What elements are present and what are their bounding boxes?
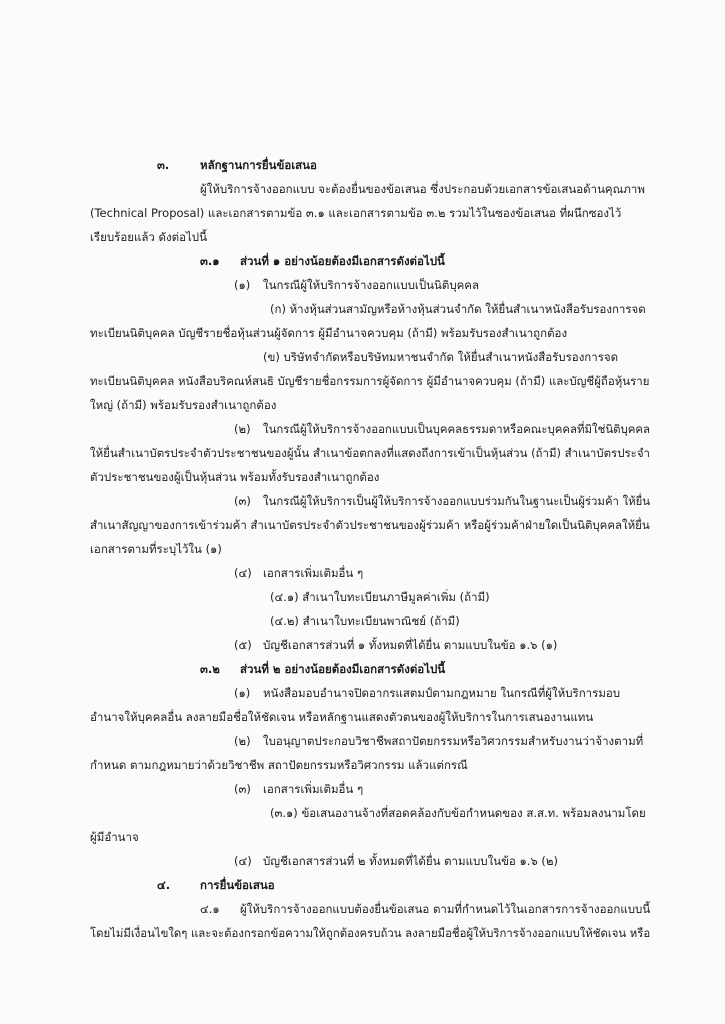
part2-item-3-text: เอกสารเพิ่มเติมอื่น ๆ — [263, 782, 364, 796]
part2-item-3-1-continuation: ผู้มีอำนาจ — [90, 830, 139, 844]
section-3-title: หลักฐานการยื่นข้อเสนอ — [200, 158, 317, 172]
item-5-text: บัญชีเอกสารส่วนที่ ๑ ทั้งหมดที่ได้ยื่น ตามแบบในข้อ ๑.๖ (๑) — [263, 638, 558, 652]
part2-item-1-number: (๑) — [234, 686, 251, 700]
section-3-paragraph-line-1: ผู้ให้บริการจ้างออกแบบ จะต้องยื่นของข้อเสนอ ซึ่งประกอบด้วยเอกสารข้อเสนอด้านคุณภาพ — [200, 182, 645, 196]
item-1-text: ในกรณีผู้ให้บริการจ้างออกแบบเป็นนิติบุคคล — [263, 278, 480, 292]
section-3-paragraph-line-3: เรียบร้อยแล้ว ดังต่อไปนี้ — [90, 230, 207, 244]
part2-item-2-text: ใบอนุญาตประกอบวิชาชีพสถาปัตยกรรมหรือวิศวกรรมสำหรับงานว่าจ้างตามที่ — [263, 734, 644, 748]
part2-item-3-number: (๓) — [234, 782, 251, 796]
item-4-2-text: (๔.๒) สำเนาใบทะเบียนพาณิชย์ (ถ้ามี) — [270, 614, 460, 628]
section-4-1-continuation: โดยไม่มีเงื่อนไขใดๆ และจะต้องกรอกข้อความให้ถูกต้องครบถ้วน ลงลายมือชื่อผู้ให้บริการจ้างออกแบบให้ชัดเจน หรือ — [90, 926, 651, 940]
section-3-2-number: ๓.๒ — [200, 662, 220, 676]
section-4-number: ๔. — [157, 878, 171, 892]
item-3-continuation-1: สำเนาสัญญาของการเข้าร่วมค้า สำเนาบัตรประจำตัวประชาชนของผู้ร่วมค้า หรือผู้ร่วมค้าฝ่ายใดเป็นนิติบุคคลให้ยื่น — [90, 518, 650, 532]
part2-item-2-number: (๒) — [234, 734, 251, 748]
section-3-1-number: ๓.๑ — [200, 254, 220, 268]
part2-item-1-continuation: อำนาจให้บุคคลอื่น ลงลายมือชื่อให้ชัดเจน หรือหลักฐานแสดงตัวตนของผู้ให้บริการในการเสนองานแทน — [90, 710, 594, 724]
section-3-paragraph-line-2: (Technical Proposal) และเอกสารตามข้อ ๓.๑ และเอกสารตามข้อ ๓.๒ รวมไว้ในซองข้อเสนอ ที่ผนึกซองไว้ — [90, 206, 622, 220]
section-4-1-text: ผู้ให้บริการจ้างออกแบบต้องยื่นข้อเสนอ ตามที่กำหนดไว้ในเอกสารการจ้างออกแบบนี้ — [240, 902, 651, 916]
item-1b-continuation-2: ใหญ่ (ถ้ามี) พร้อมรับรองสำเนาถูกต้อง — [90, 398, 277, 412]
part2-item-4-text: บัญชีเอกสารส่วนที่ ๒ ทั้งหมดที่ได้ยื่น ตามแบบในข้อ ๑.๖ (๒) — [263, 854, 558, 868]
item-4-1-text: (๔.๑) สำเนาใบทะเบียนภาษีมูลค่าเพิ่ม (ถ้ามี) — [270, 590, 490, 604]
item-3-number: (๓) — [234, 494, 251, 508]
item-2-continuation-1: ให้ยื่นสำเนาบัตรประจำตัวประชาชนของผู้นั้น สำเนาข้อตกลงที่แสดงถึงการเข้าเป็นหุ้นส่วน (ถ้ามี) สำเนาบัตรประจำ — [90, 446, 650, 460]
item-3-continuation-2: เอกสารตามที่ระบุไว้ใน (๑) — [90, 542, 222, 556]
item-1a-continuation: ทะเบียนนิติบุคคล บัญชีรายชื่อหุ้นส่วนผู้จัดการ ผู้มีอำนาจควบคุม (ถ้ามี) พร้อมรับรองสำเนาถูกต้อง — [90, 326, 568, 340]
section-4-1-number: ๔.๑ — [200, 902, 220, 916]
item-1b-text: (ข) บริษัทจำกัดหรือบริษัทมหาชนจำกัด ให้ยื่นสำเนาหนังสือรับรองการจด — [263, 350, 619, 364]
section-3-1-title: ส่วนที่ ๑ อย่างน้อยต้องมีเอกสารดังต่อไปนี้ — [240, 254, 445, 268]
item-5-number: (๕) — [234, 638, 252, 652]
item-4-text: เอกสารเพิ่มเติมอื่น ๆ — [263, 566, 364, 580]
item-4-number: (๔) — [234, 566, 252, 580]
part2-item-4-number: (๔) — [234, 854, 252, 868]
item-2-text: ในกรณีผู้ให้บริการจ้างออกแบบเป็นบุคคลธรรมดาหรือคณะบุคคลที่มิใช่นิติบุคคล — [263, 422, 651, 436]
part2-item-1-text: หนังสือมอบอำนาจปิดอากรแสตมป์ตามกฎหมาย ในกรณีที่ผู้ให้บริการมอบ — [263, 686, 621, 700]
section-4-title: การยื่นข้อเสนอ — [200, 878, 275, 892]
item-1b-continuation-1: ทะเบียนนิติบุคคล หนังสือบริคณห์สนธิ บัญชีรายชื่อกรรมการผู้จัดการ ผู้มีอำนาจควบคุม (ถ้ามี) และบัญชีผู้ถือหุ้นราย — [90, 374, 650, 388]
section-3-number: ๓. — [157, 158, 170, 172]
item-2-continuation-2: ตัวประชาชนของผู้เป็นหุ้นส่วน พร้อมทั้งรับรองสำเนาถูกต้อง — [90, 470, 380, 484]
part2-item-2-continuation: กำหนด ตามกฎหมายว่าด้วยวิชาชีพ สถาปัตยกรรมหรือวิศวกรรม แล้วแต่กรณี — [90, 758, 468, 772]
item-1a-text: (ก) ห้างหุ้นส่วนสามัญหรือห้างหุ้นส่วนจำกัด ให้ยื่นสำเนาหนังสือรับรองการจด — [270, 302, 646, 316]
item-3-text: ในกรณีผู้ให้บริการเป็นผู้ให้บริการจ้างออกแบบร่วมกันในฐานะเป็นผู้ร่วมค้า ให้ยื่น — [263, 494, 651, 508]
item-2-number: (๒) — [234, 422, 251, 436]
part2-item-3-1-text: (๓.๑) ข้อเสนองานจ้างที่สอดคล้องกับข้อกำหนดของ ส.ส.ท. พร้อมลงนามโดย — [270, 806, 646, 820]
section-3-2-title: ส่วนที่ ๒ อย่างน้อยต้องมีเอกสารดังต่อไปนี้ — [240, 662, 446, 676]
item-1-number: (๑) — [234, 278, 251, 292]
